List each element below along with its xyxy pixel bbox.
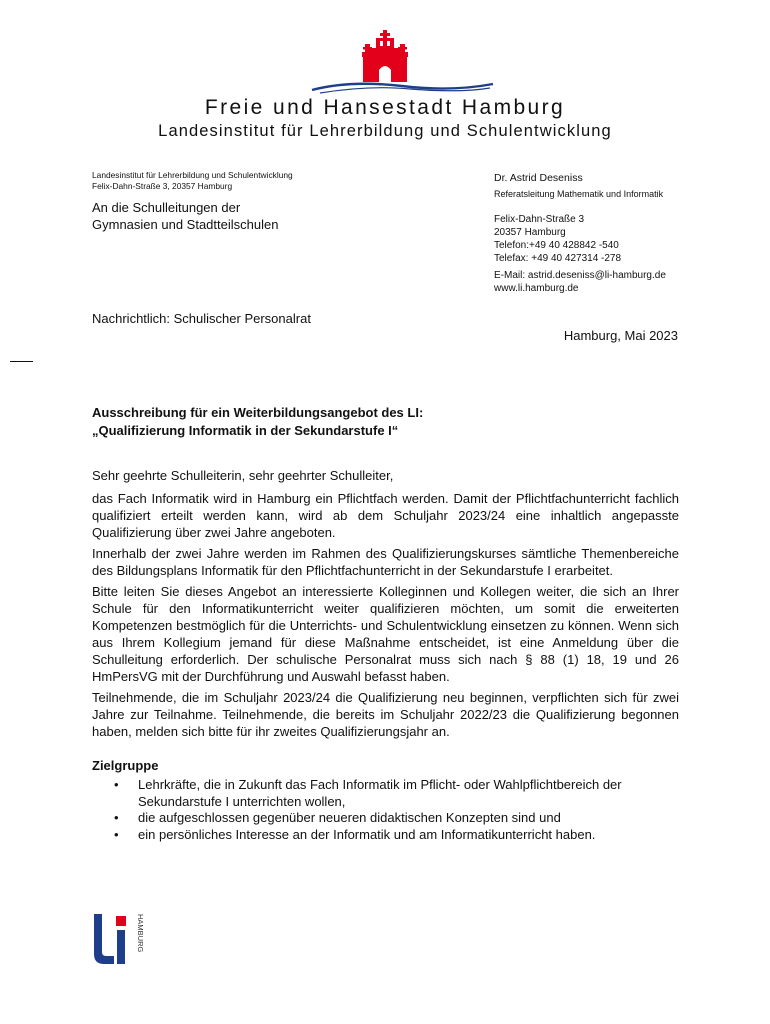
salutation: Sehr geehrte Schulleiterin, sehr geehrter Schulleiter, bbox=[92, 468, 394, 483]
contact-name: Dr. Astrid Deseniss bbox=[494, 172, 583, 184]
page-title: Freie und Hansestadt Hamburg bbox=[204, 96, 566, 119]
list-item-text: ein persönliches Interesse an der Informatik und am Informatikunterricht haben. bbox=[138, 826, 596, 842]
recipient-line-2: Gymnasien und Stadtteilschulen bbox=[92, 217, 279, 232]
list-item bbox=[92, 827, 692, 844]
subject-line-2: „Qualifizierung Informatik in der Sekundarstufe I“ bbox=[92, 423, 399, 438]
list-item bbox=[92, 810, 692, 827]
page-subtitle: Landesinstitut für Lehrerbildung und Schulentwicklung bbox=[158, 122, 612, 140]
sender-address bbox=[92, 170, 293, 192]
zielgruppe-list bbox=[92, 777, 692, 843]
paragraph: das Fach Informatik wird in Hamburg ein Pflichtfach werden. Damit der Pflichtfachunterricht fachlich qualifiziert erteilt werden kann, wird ab dem Schuljahr 2023/24 eine inhaltlich angepasste Qualifizierung über zwei Jahre angeboten. bbox=[92, 491, 679, 540]
contact-role: Referatsleitung Mathematik und Informatik bbox=[494, 189, 664, 199]
sender-line-2: Felix-Dahn-Straße 3, 20357 Hamburg bbox=[92, 181, 233, 191]
contact-phone: Telefon:+49 40 428842 -540 bbox=[494, 240, 619, 251]
contact-email: E-Mail: astrid.deseniss@li-hamburg.de bbox=[494, 270, 666, 281]
contact-city: 20357 Hamburg bbox=[494, 227, 566, 238]
crest-swoosh-icon bbox=[310, 78, 495, 94]
li-hamburg-logo bbox=[92, 912, 146, 964]
letter-date: Hamburg, Mai 2023 bbox=[563, 328, 678, 343]
list-item bbox=[92, 777, 692, 810]
paragraph: Bitte leiten Sie dieses Angebot an interessierte Kolleginnen und Kollegen weiter, die sich an Ihrer Schule für den Informatikunterricht weiter qualifizieren möchten, um somit die erweiterten Kompetenzen bestmöglich für die Unterrichts- und Schulentwicklung einsetzen zu können. Wenn sich aus Ihrem Kollegium jemand für diese Maßnahme entscheidet, ist eine Anmeldung über die Schulleitung erforderlich. Der schulische Personalrat muss sich nach § 88 (1) 18, 19 und 26 HmPersVG mit der Durchführung und Auswahl befasst haben. bbox=[92, 584, 679, 684]
fold-mark bbox=[10, 361, 33, 362]
subject-line-1: Ausschreibung für ein Weiterbildungsangebot des LI: bbox=[92, 405, 424, 420]
letter-subject bbox=[92, 404, 423, 440]
contact-block bbox=[494, 172, 666, 295]
logo-hamburg-text: HAMBURG bbox=[136, 914, 145, 953]
contact-street: Felix-Dahn-Straße 3 bbox=[494, 214, 585, 225]
contact-fax: Telefax: +49 40 427314 -278 bbox=[494, 253, 622, 264]
list-item-text: Lehrkräfte, die in Zukunft das Fach Informatik im Pflicht- oder Wahlpflichtbereich der Sekundarstufe I unterrichten wollen, bbox=[138, 777, 622, 809]
recipient-line-1: An die Schulleitungen der bbox=[92, 200, 241, 215]
contact-web: www.li.hamburg.de bbox=[494, 283, 579, 294]
paragraph: Innerhalb der zwei Jahre werden im Rahmen des Qualifizierungskurses sämtliche Themenbereiche des Bildungsplans Informatik für den Pflichtfachunterricht in der Sekundarstufe I erarbeitet. bbox=[92, 546, 679, 578]
sender-line-1: Landesinstitut für Lehrerbildung und Schulentwicklung bbox=[92, 170, 293, 180]
section-heading-zielgruppe: Zielgruppe bbox=[92, 758, 159, 773]
bullet-icon: • bbox=[114, 810, 119, 825]
list-item-text: die aufgeschlossen gegenüber neueren didaktischen Konzepten sind und bbox=[138, 810, 561, 825]
cc-line: Nachrichtlich: Schulischer Personalrat bbox=[92, 311, 311, 326]
paragraph: Teilnehmende, die im Schuljahr 2023/24 die Qualifizierung neu beginnen, verpflichten sich für zwei Jahre zur Teilnahme. Teilnehmende, die bereits im Schuljahr 2022/23 die Qualifizierung begonnen haben, melden sich bitte für ihr zweites Qualifizierungsjahr an. bbox=[92, 690, 679, 739]
bullet-icon: • bbox=[114, 777, 119, 792]
letter-body bbox=[92, 490, 679, 744]
bullet-icon: • bbox=[114, 826, 119, 842]
recipient-address bbox=[92, 199, 278, 233]
